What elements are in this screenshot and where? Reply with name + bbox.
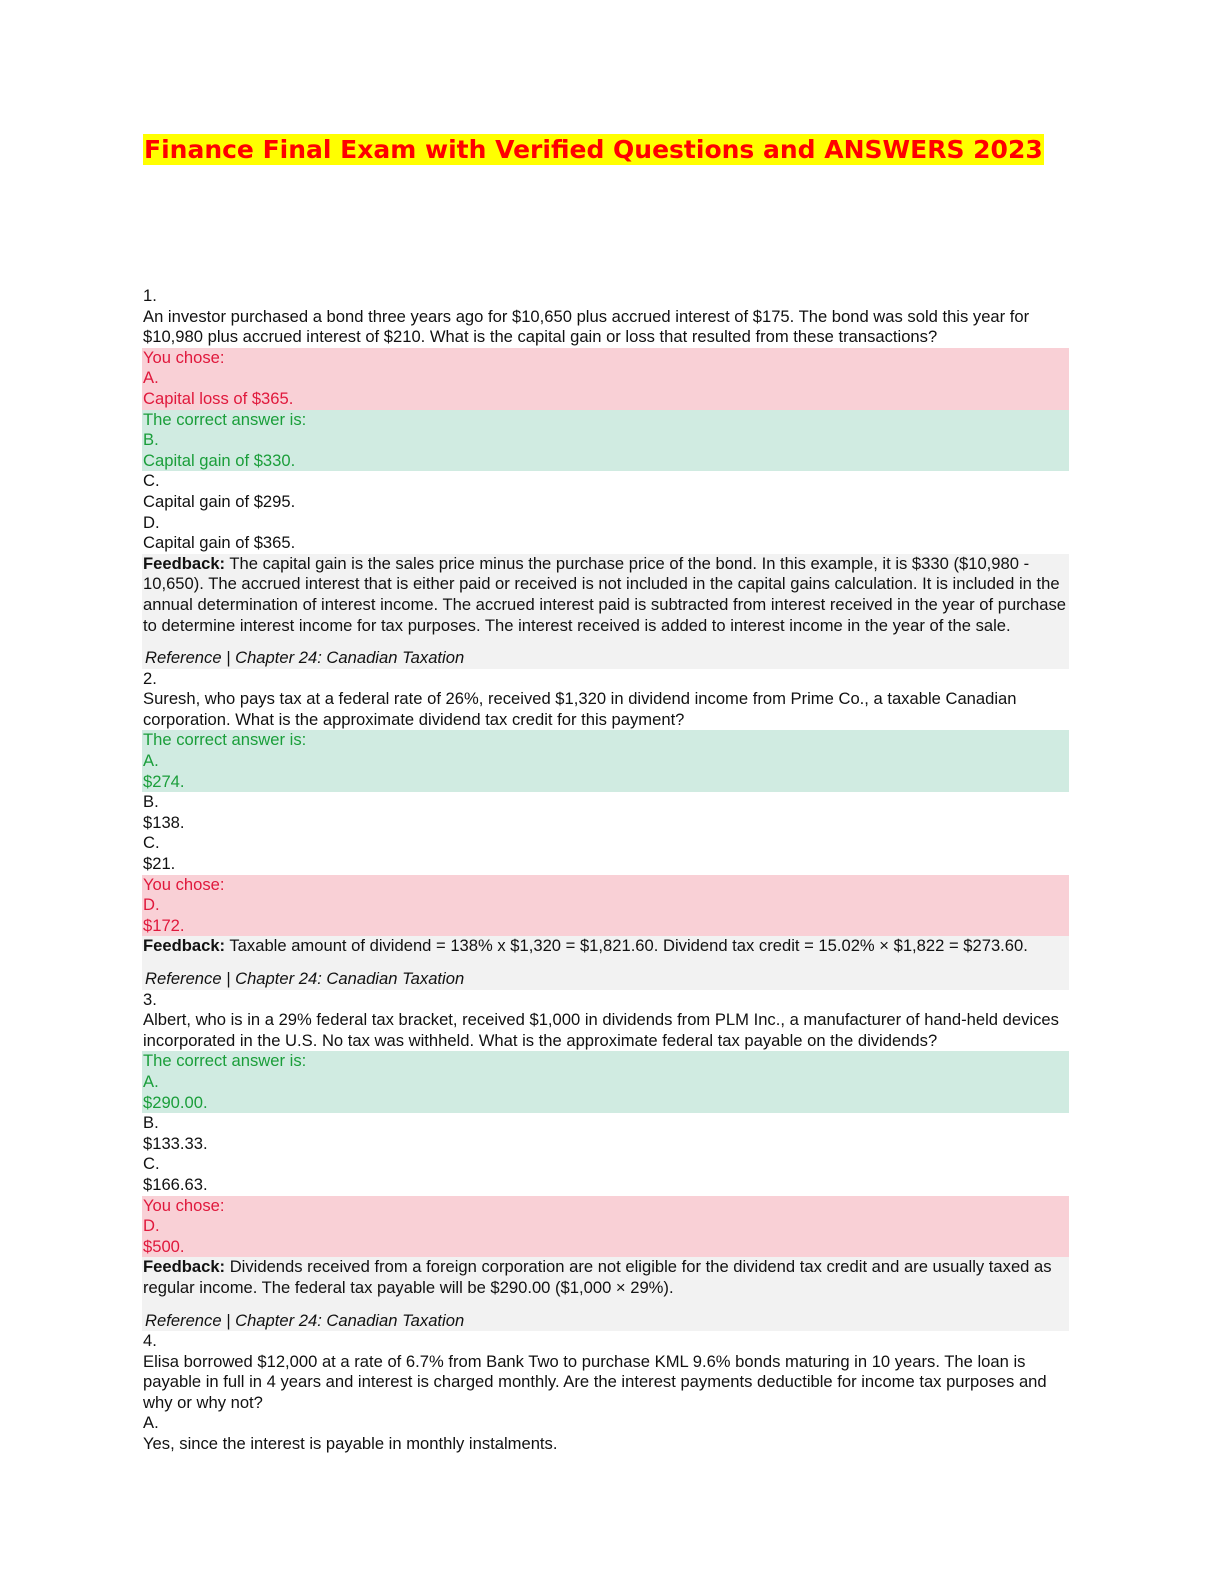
option-text: $290.00.	[143, 1092, 208, 1112]
correct-label: The correct answer is:	[143, 409, 307, 429]
feedback-block	[142, 554, 1069, 669]
chosen-label: You chose:	[143, 874, 225, 894]
option-letter: A.	[143, 751, 159, 771]
option-text: Capital gain of $295.	[143, 491, 296, 511]
feedback-text	[143, 936, 1028, 955]
exam-content	[143, 286, 1069, 1455]
chosen-answer-block	[142, 875, 1069, 937]
feedback-body: Taxable amount of dividend = 138% x $1,320 = $1,821.60. Dividend tax credit = 15.02% × $1,822 = $273.60.	[225, 936, 1028, 956]
option-letter: B.	[143, 430, 159, 450]
reference: Reference | Chapter 24: Canadian Taxation	[145, 969, 465, 988]
document-title: Finance Final Exam with Verified Questions and ANSWERS 2023	[144, 135, 1043, 164]
option-text: Yes, since the interest is payable in monthly instalments.	[143, 1434, 558, 1454]
question-number: 2.	[143, 668, 157, 688]
option-letter: A.	[143, 1071, 159, 1091]
chosen-label: You chose:	[143, 347, 225, 367]
feedback-text	[143, 1257, 1052, 1297]
feedback-text	[143, 554, 1066, 635]
correct-answer-block	[142, 730, 1069, 792]
question-number: 4.	[143, 1331, 157, 1351]
question-1	[143, 286, 1069, 669]
option-letter: C.	[143, 471, 160, 491]
question-text: An investor purchased a bond three years ago for $10,650 plus accrued interest of $175. The bond was sold this year for $10,980 plus accrued interest of $210. What is the capital gain or loss that resulted from these transactions?	[143, 306, 1030, 347]
feedback-label: Feedback:	[143, 1257, 226, 1277]
question-text: Elisa borrowed $12,000 at a rate of 6.7% from Bank Two to purchase KML 9.6% bonds maturing in 10 years. The loan is payable in full in 4 years and interest is charged monthly. Are the interest payments deductible for income tax purposes and why or why not?	[143, 1351, 1047, 1412]
chosen-label: You chose:	[143, 1195, 225, 1215]
option-letter: D.	[143, 512, 160, 532]
option-letter: A.	[143, 1413, 159, 1433]
option-text: $166.63.	[143, 1174, 208, 1194]
chosen-answer-block	[142, 1196, 1069, 1258]
option-text: Capital gain of $365.	[143, 533, 296, 553]
option-text: Capital gain of $330.	[143, 450, 296, 470]
option-letter: D.	[143, 895, 160, 915]
question-text: Suresh, who pays tax at a federal rate of 26%, received $1,320 in dividend income from Prime Co., a taxable Canadian corporation. What is the approximate dividend tax credit for this payment?	[143, 689, 1017, 729]
option-text: $21.	[143, 854, 176, 874]
option-text: $172.	[143, 915, 185, 935]
reference: Reference | Chapter 24: Canadian Taxation	[145, 648, 465, 668]
option-text: Capital loss of $365.	[143, 388, 294, 408]
question-text: Albert, who is in a 29% federal tax bracket, received $1,000 in dividends from PLM Inc., a manufacturer of hand-held devices incorporated in the U.S. No tax was withheld. What is the approximate federal tax payable on the dividends?	[143, 1010, 1059, 1050]
chosen-answer-block	[142, 348, 1069, 410]
option-letter: C.	[143, 1154, 160, 1174]
correct-label: The correct answer is:	[143, 730, 307, 750]
option-letter: C.	[143, 833, 160, 853]
question-3	[143, 990, 1069, 1332]
feedback-block	[142, 936, 1069, 989]
question-4	[143, 1331, 1069, 1455]
option-text: $500.	[143, 1236, 185, 1256]
correct-answer-block	[142, 1051, 1069, 1113]
question-2	[143, 669, 1069, 990]
option-text: $133.33.	[143, 1133, 208, 1153]
correct-answer-block	[142, 410, 1069, 472]
question-number: 3.	[143, 989, 157, 1009]
option-text: $138.	[143, 812, 185, 832]
option-letter: B.	[143, 792, 159, 812]
correct-label: The correct answer is:	[143, 1051, 307, 1071]
feedback-label: Feedback:	[143, 936, 226, 956]
option-text: $274.	[143, 771, 185, 791]
option-letter: A.	[143, 368, 159, 388]
feedback-body: Dividends received from a foreign corporation are not eligible for the dividend tax credit and are usually taxed as regular income. The federal tax payable will be $290.00 ($1,000 × 29%).	[143, 1257, 1052, 1297]
reference: Reference | Chapter 24: Canadian Taxation	[145, 1310, 465, 1330]
feedback-label: Feedback:	[143, 553, 226, 573]
option-letter: B.	[143, 1113, 159, 1133]
feedback-body: The capital gain is the sales price minus the purchase price of the bond. In this example, it is $330 ($10,980 - 10,650). The accrued interest that is either paid or received is not included in the capital gains calculation. It is included in the annual determination of interest income. The accrued interest paid is subtracted from interest received in the year of purchase to determine interest income for tax purposes. The interest received is added to interest income in the year of the sale.	[143, 553, 1066, 635]
option-letter: D.	[143, 1216, 160, 1236]
question-number: 1.	[143, 286, 157, 305]
feedback-block	[142, 1257, 1069, 1331]
